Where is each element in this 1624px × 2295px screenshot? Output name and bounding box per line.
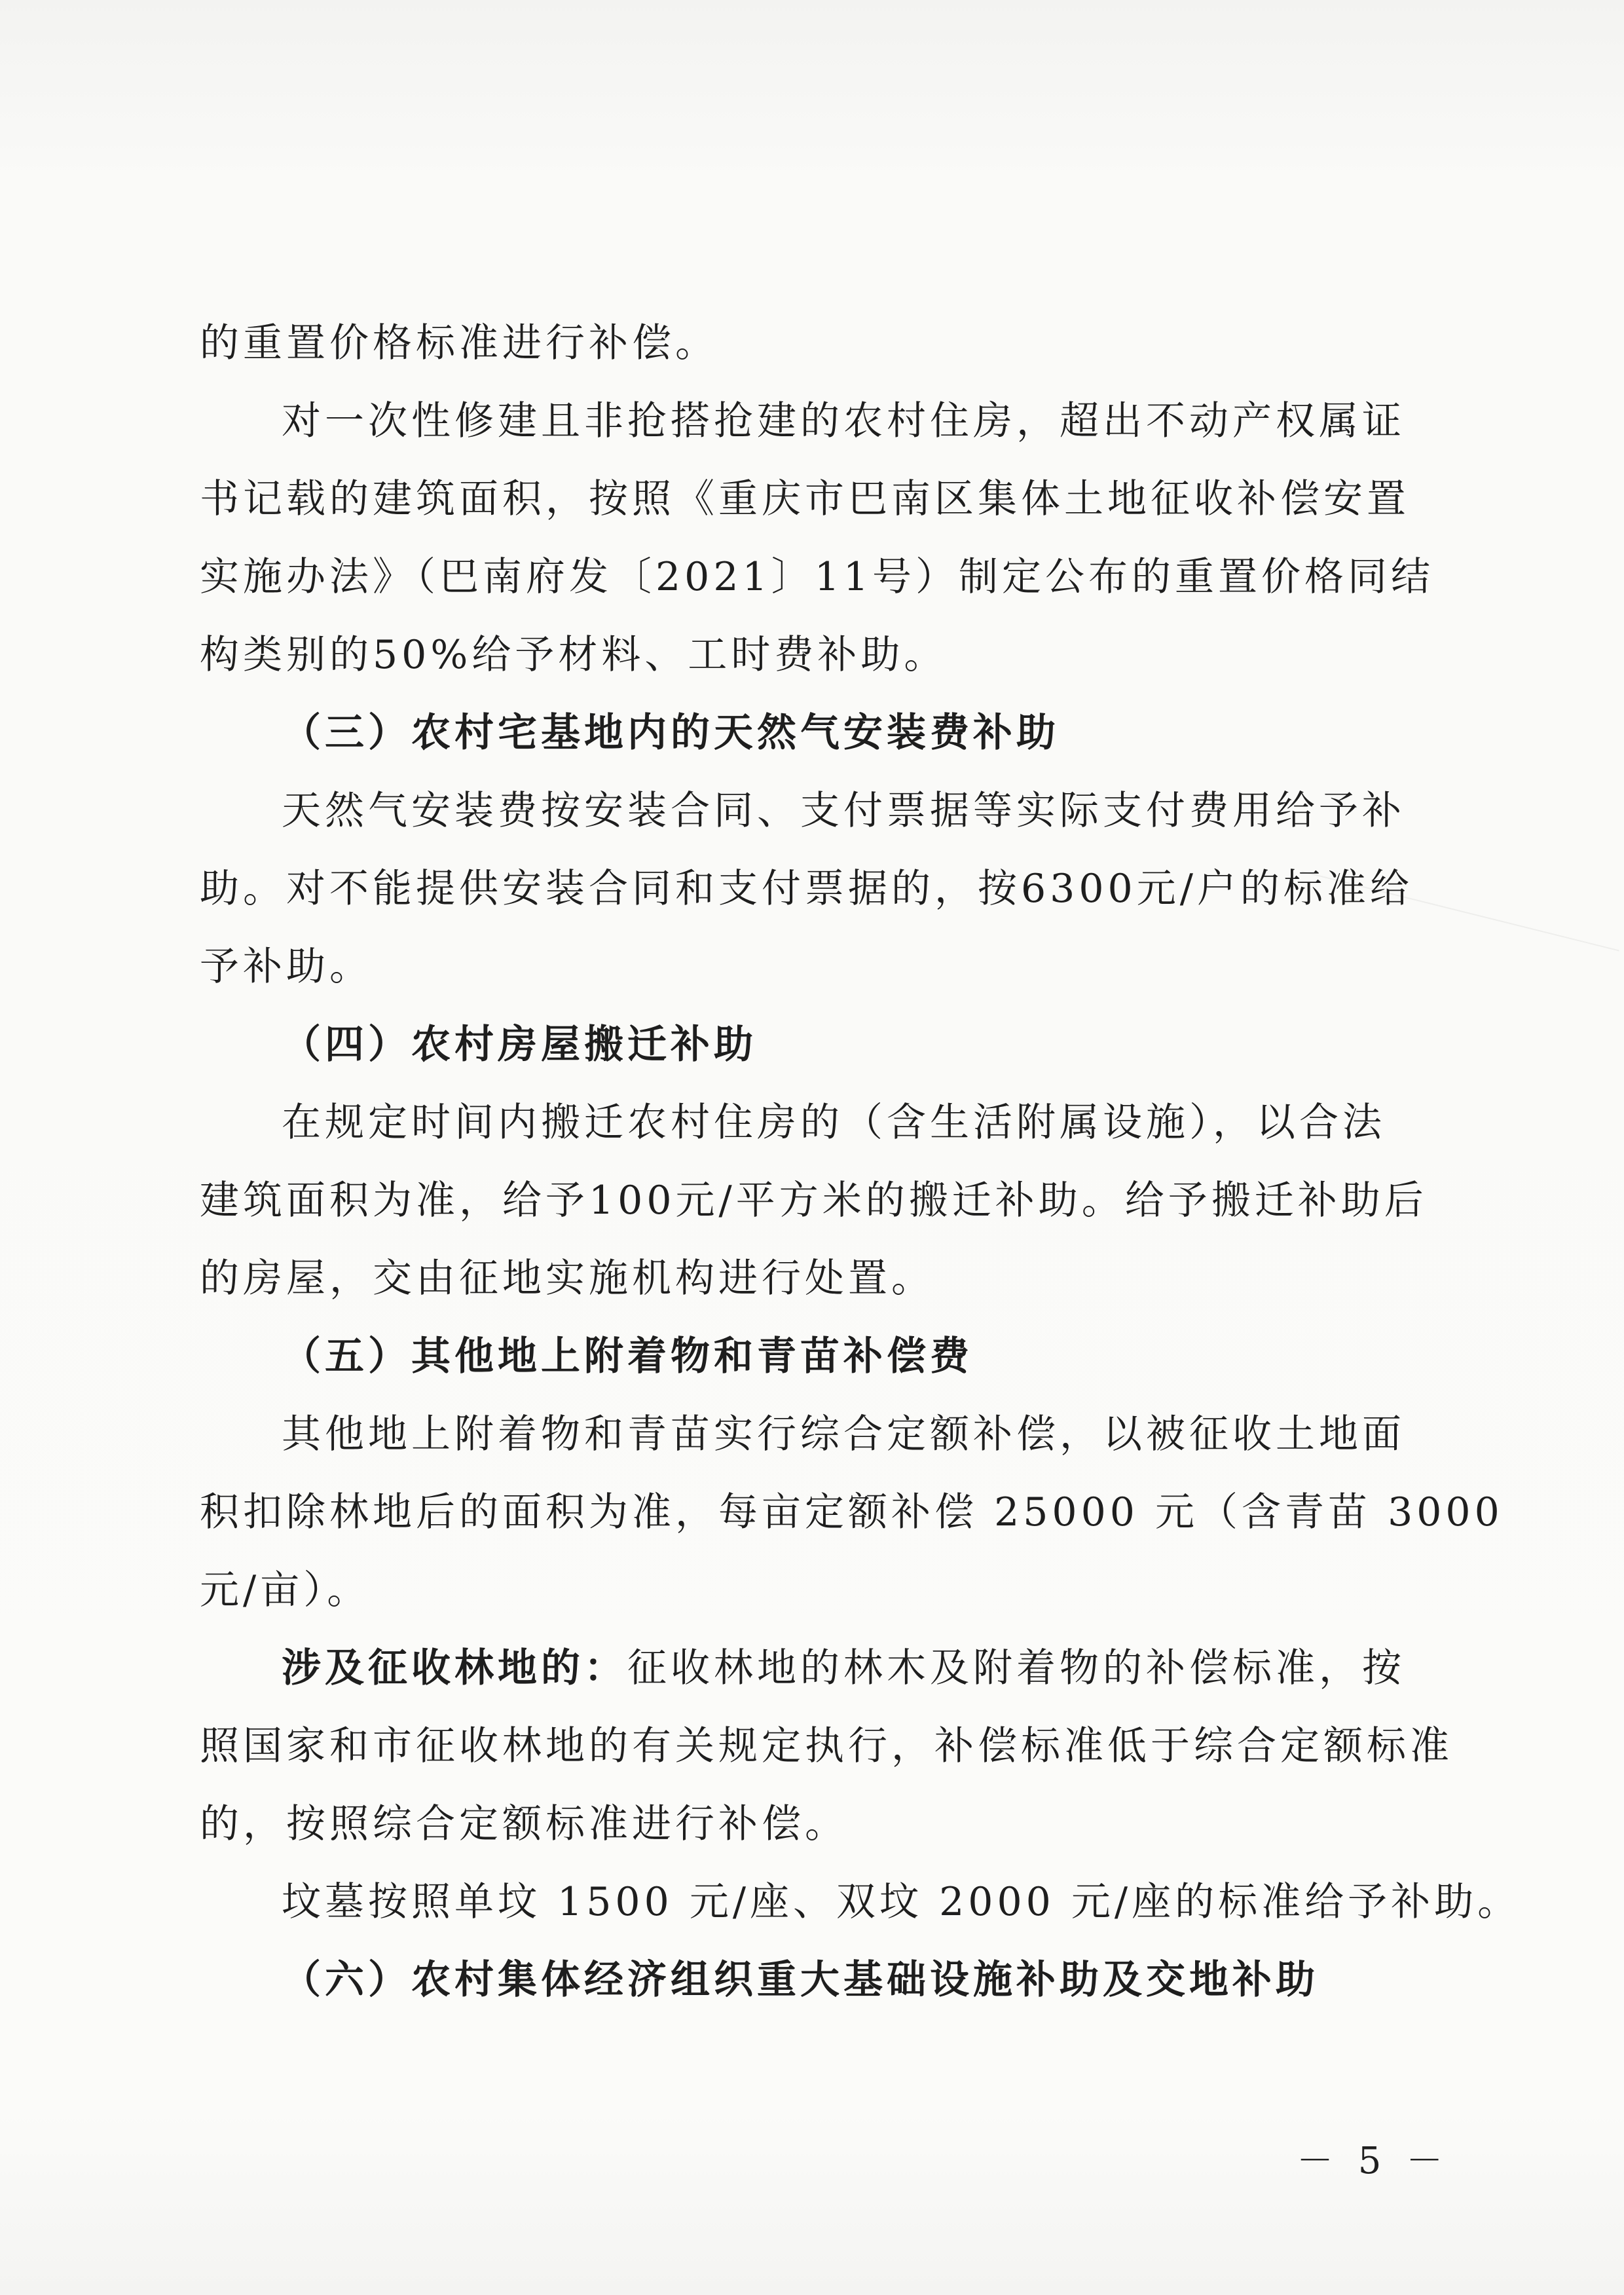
paragraph-line [0, 1642, 1624, 1694]
paragraph-text: 征收林地的林木及附着物的补偿标准，按 [627, 1645, 1405, 1691]
paragraph-line: 对一次性修建且非抢搭抢建的农村住房，超出不动产权属证 [282, 398, 1405, 444]
bold-lead-in: 涉及征收林地的： [282, 1645, 627, 1691]
text-line: 积扣除林地后的面积为准，每亩定额补偿 25000 元（含青苗 3000 [200, 1489, 1504, 1535]
text-line: 照国家和市征收林地的有关规定执行，补偿标准低于综合定额标准 [200, 1723, 1453, 1769]
paragraph-line: 在规定时间内搬迁农村住房的（含生活附属设施），以合法 [282, 1100, 1386, 1146]
paragraph-line: 其他地上附着物和青苗实行综合定额补偿，以被征收土地面 [282, 1411, 1405, 1457]
page-number: － 5 － [1297, 2140, 1450, 2182]
text-line: 建筑面积为准，给予100元/平方米的搬迁补助。给予搬迁补助后 [200, 1178, 1428, 1223]
text-line: 的房屋，交由征地实施机构进行处置。 [200, 1256, 934, 1301]
text-line: 的重置价格标准进行补偿。 [200, 320, 718, 366]
section-heading: （三）农村宅基地内的天然气安装费补助 [282, 710, 1060, 756]
text-line: 的，按照综合定额标准进行补偿。 [200, 1801, 848, 1847]
text-line: 元/亩）。 [200, 1567, 371, 1613]
section-heading: （六）农村集体经济组织重大基础设施补助及交地补助 [282, 1957, 1319, 2003]
section-heading: （四）农村房屋搬迁补助 [282, 1022, 757, 1068]
text-line: 助。对不能提供安装合同和支付票据的，按6300元/户的标准给 [200, 866, 1413, 912]
paragraph-line: 天然气安装费按安装合同、支付票据等实际支付费用给予补 [282, 788, 1405, 834]
text-line: 予补助。 [200, 944, 373, 990]
text-line: 实施办法》（巴南府发〔2021〕11号）制定公布的重置价格同结 [200, 554, 1435, 600]
text-line: 书记载的建筑面积，按照《重庆市巴南区集体土地征收补偿安置 [200, 476, 1410, 522]
section-heading: （五）其他地上附着物和青苗补偿费 [282, 1334, 973, 1379]
text-line: 构类别的50%给予材料、工时费补助。 [200, 632, 948, 678]
paragraph-line: 坟墓按照单坟 1500 元/座、双坟 2000 元/座的标准给予补助。 [282, 1879, 1521, 1925]
